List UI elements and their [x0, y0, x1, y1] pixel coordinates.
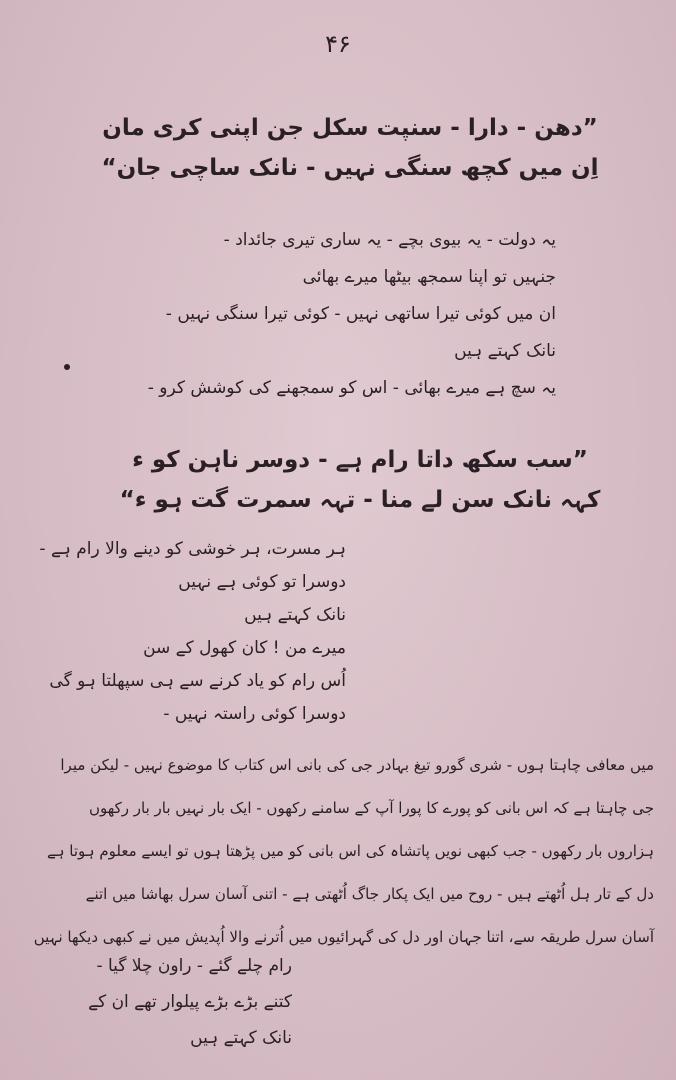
explanation-1-line-3: ان میں کوئی تیرا ساتھی نہیں - کوئی تیرا سنگی نہیں -	[165, 304, 556, 324]
explanation-2-line-6: دوسرا کوئی راستہ نہیں -	[163, 704, 346, 724]
prose-line-3: ہزاروں بار رکھوں - جب کبھی نویں پاتشاہ کی اس بانی کو میں پڑھتا ہوں تو ایسے معلوم ہوتا ہے	[46, 842, 654, 860]
prose-line-1: میں معافی چاہتا ہوں - شری گورو تیغ بہادر جی کی بانی اس کتاب کا موضوع نہیں - لیکن میرا	[60, 756, 654, 774]
explanation-2-line-3: نانک کہتے ہیں	[244, 605, 346, 625]
explanation-1-line-4: نانک کہتے ہیں	[454, 341, 556, 361]
closing-line-3: نانک کہتے ہیں	[190, 1028, 292, 1048]
explanation-2-line-1: ہر مسرت، ہر خوشی کو دینے والا رام ہے -	[39, 539, 346, 559]
closing-line-2: کتنے بڑے بڑے پیلوار تھے ان کے	[88, 992, 292, 1012]
prose-line-5: آسان سرل طریقہ سے، اتنا جہان اور دل کی گہرائیوں میں اُترنے والا اُپدیش میں نے کبھی دیکھا نہیں	[33, 928, 654, 946]
explanation-2-line-2: دوسرا تو کوئی ہے نہیں	[178, 572, 346, 592]
verse-2-line-2: کہہ نانک سن لے منا - تہہ سمرت گت ہو ء“	[119, 487, 601, 513]
explanation-2-line-4: میرے من ! کان کھول کے سن	[143, 638, 346, 658]
explanation-1-line-2: جنہیں تو اپنا سمجھ بیٹھا میرے بھائی	[302, 267, 556, 287]
verse-1	[90, 108, 610, 188]
prose-paragraph	[24, 744, 654, 959]
verse-2-line-1: ”سب سکھ داتا رام ہے - دوسر ناہن کو ء	[132, 447, 588, 473]
ink-dot	[64, 364, 70, 370]
closing-lines	[88, 948, 292, 1056]
prose-line-4: دل کے تار ہل اُٹھتے ہیں - روح میں ایک پکار جاگ اُٹھتی ہے - اتنی آسان سرل بھاشا میں اتنے	[85, 885, 654, 903]
prose-line-2: جی چاہتا ہے کہ اس بانی کو پورے کا پورا آپ کے سامنے رکھوں - ایک بار نہیں بار بار رکھوں	[88, 799, 654, 817]
explanation-2-line-5: اُس رام کو یاد کرنے سے ہی سپھلتا ہو گی	[49, 671, 346, 691]
explanation-2	[39, 533, 346, 731]
verse-2	[100, 440, 620, 520]
page-number: ۴۶	[325, 30, 351, 58]
explanation-1-line-5: یہ سچ ہے میرے بھائی - اس کو سمجھنے کی کوشش کرو -	[147, 378, 556, 398]
explanation-1-line-1: یہ دولت - یہ بیوی بچے - یہ ساری تیری جائداد -	[223, 230, 556, 250]
explanation-1	[148, 222, 556, 407]
verse-1-line-1: ”دھن - دارا - سنپت سکل جن اپنی کری مان	[102, 115, 598, 141]
verse-1-line-2: اِن میں کچھ سنگی نہیں - نانک ساچی جان“	[101, 155, 599, 181]
closing-line-1: رام چلے گئے - راون چلا گیا -	[96, 956, 292, 976]
